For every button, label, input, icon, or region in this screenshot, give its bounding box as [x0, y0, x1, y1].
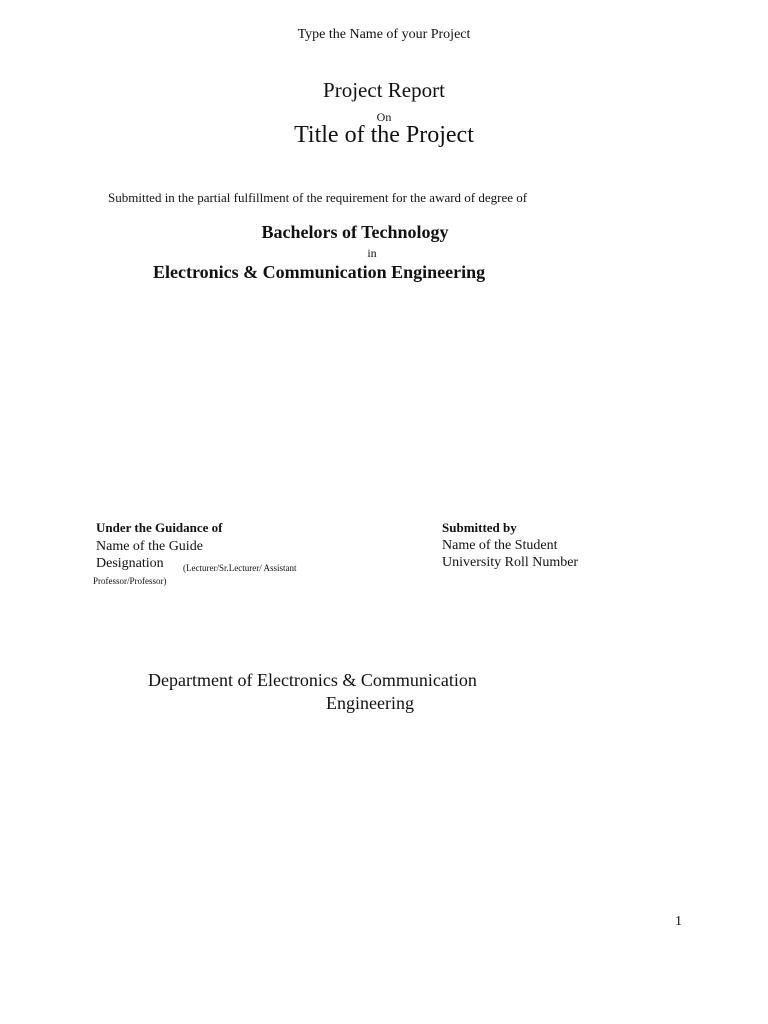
university-roll-number: University Roll Number — [442, 555, 579, 570]
project-title: Title of the Project — [294, 122, 474, 148]
guide-name: Name of the Guide — [96, 539, 203, 554]
guidance-heading: Under the Guidance of — [96, 520, 223, 535]
degree-name: Bachelors of Technology — [261, 222, 449, 242]
department-name-line1: Department of Electronics & Communication — [148, 670, 477, 690]
department-name-line2: Engineering — [326, 693, 414, 713]
on-label: On — [376, 110, 392, 124]
page-number: 1 — [675, 914, 682, 929]
guide-designation-note-cont: Professor/Professor) — [93, 576, 167, 586]
branch-name: Electronics & Communication Engineering — [153, 262, 486, 282]
header-project-name: Type the Name of your Project — [297, 27, 471, 42]
in-label: in — [367, 246, 377, 260]
submission-statement: Submitted in the partial fulfillment of the requirement for the award of degree of — [108, 190, 528, 205]
guide-designation-note: (Lecturer/Sr.Lecturer/ Assistant — [183, 563, 297, 573]
guide-designation-label: Designation — [96, 556, 164, 571]
report-title: Project Report — [323, 78, 445, 102]
student-name: Name of the Student — [442, 538, 558, 553]
submitted-by-heading: Submitted by — [442, 520, 517, 535]
